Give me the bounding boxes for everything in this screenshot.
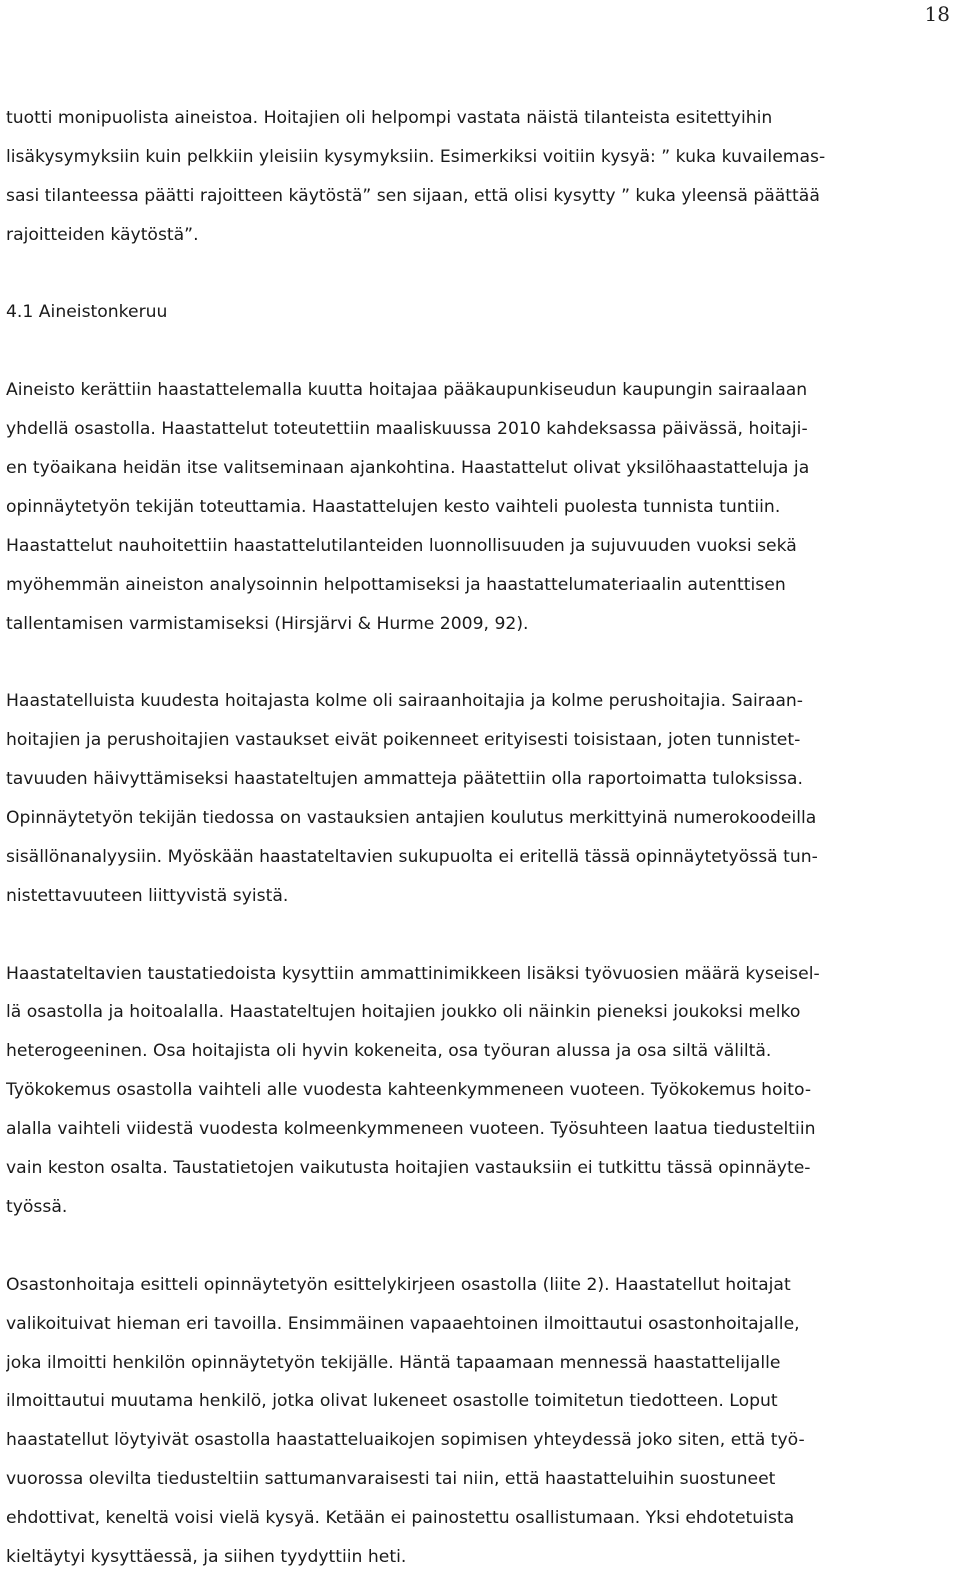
intro-paragraph [6,99,950,255]
text-line: rajoitteiden käytöstä”. [6,224,199,245]
text-line: ehdottivat, keneltä voisi vielä kysyä. Ketään ei painostettu osallistumaan. Yksi ehdotetuista [6,1508,795,1529]
text-line: lisäkysymyksiin kuin pelkkiin yleisiin kysymyksiin. Esimerkiksi voitiin kysyä: ” kuka kuvailemas- [6,146,826,167]
paragraph-selection [6,1266,950,1577]
text-line: sasi tilanteessa päätti rajoitteen käytöstä” sen sijaan, että olisi kysytty ” kuka yleensä päättää [6,185,820,206]
text-line: kieltäytyi kysyttäessä, ja siihen tyydyttiin heti. [6,1546,407,1567]
text-line: Haastattelut nauhoitettiin haastattelutilanteiden luonnollisuuden ja sujuvuuden vuoksi sekä [6,535,797,556]
section-heading: 4.1 Aineistonkeruu [6,302,168,323]
text-line: tuotti monipuolista aineistoa. Hoitajien oli helpompi vastata näistä tilanteista esitettyihin [6,108,773,128]
text-line: Haastateltavien taustatiedoista kysyttiin ammattinimikkeen lisäksi työvuosien määrä kyseisel- [6,963,820,984]
text-line: hoitajien ja perushoitajien vastaukset eivät poikenneet erityisesti toisistaan, joten tunnistet- [6,730,801,751]
text-line: työssä. [6,1196,68,1217]
text-line: alalla vaihteli viidestä vuodesta kolmeenkymmeneen vuoteen. Työsuhteen laatua tiedusteltiin [6,1119,816,1140]
text-line: sisällönanalyysiin. Myöskään haastateltavien sukupuolta ei eritellä tässä opinnäytetyössä tun- [6,846,818,867]
paragraph-gap [6,643,950,682]
paragraph-gap [6,332,950,371]
text-line: vuorossa olevilta tiedusteltiin sattumanvaraisesti tai niin, että haastatteluihin suostuneet [6,1469,776,1490]
text-line: opinnäytetyön tekijän toteuttamia. Haastattelujen kesto vaihteli puolesta tunnista tuntiin. [6,496,781,517]
text-line: haastatellut löytyivät osastolla haastatteluaikojen sopimisen yhteydessä joko siten, että työ- [6,1430,805,1451]
text-line: ilmoittautui muutama henkilö, jotka olivat lukeneet osastolle toimitetun tiedotteen. Loput [6,1391,778,1412]
text-line: myöhemmän aineiston analysoinnin helpottamiseksi ja haastattelumateriaalin autenttisen [6,574,786,595]
paragraph-background-info [6,955,950,1227]
text-line: vain keston osalta. Taustatietojen vaikutusta hoitajien vastauksiin ei tutkittu tässä opinnäyte- [6,1158,811,1179]
text-line: lä osastolla ja hoitoalalla. Haastateltujen hoitajien joukko oli näinkin pieneksi joukoksi melko [6,1002,801,1023]
paragraph-gap [6,1227,950,1266]
text-line: tavuuden häivyttämiseksi haastateltujen ammatteja päätettiin olla raportoimatta tuloksissa. [6,769,803,790]
page-number: 18 [924,2,950,26]
text-line: joka ilmoitti henkilön opinnäytetyön tekijälle. Häntä tapaamaan mennessä haastattelijalle [6,1352,781,1373]
text-line: Osastonhoitaja esitteli opinnäytetyön esittelykirjeen osastolla (liite 2). Haastatellut hoitajat [6,1274,791,1295]
paragraph-gap [6,255,950,294]
text-line: Työkokemus osastolla vaihteli alle vuodesta kahteenkymmeneen vuoteen. Työkokemus hoito- [6,1080,812,1101]
paragraph-gap [6,916,950,955]
text-line: nistettavuuteen liittyvistä syistä. [6,885,289,906]
text-line: Haastatelluista kuudesta hoitajasta kolme oli sairaanhoitajia ja kolme perushoitajia. Sairaan- [6,691,803,712]
text-line: Aineisto kerättiin haastattelemalla kuutta hoitajaa pääkaupunkiseudun kaupungin sairaalaan [6,380,808,401]
text-line: heterogeeninen. Osa hoitajista oli hyvin kokeneita, osa työuran alussa ja osa siltä väliltä. [6,1041,772,1062]
text-line: Opinnäytetyön tekijän tiedossa on vastauksien antajien koulutus merkittyinä numerokoodeilla [6,808,817,829]
paragraph-data-collection [6,371,950,643]
text-line: en työaikana heidän itse valitseminaan ajankohtina. Haastattelut olivat yksilöhaastatteluja ja [6,458,810,479]
text-line: valikoituivat hieman eri tavoilla. Ensimmäinen vapaaehtoinen ilmoittautui osastonhoitajalle, [6,1313,800,1334]
paragraph-interviewees [6,682,950,915]
text-line: tallentamisen varmistamiseksi (Hirsjärvi & Hurme 2009, 92). [6,613,529,634]
text-line: yhdellä osastolla. Haastattelut toteutettiin maaliskuussa 2010 kahdeksassa päivässä, hoitaji- [6,419,808,440]
document-body [6,99,950,1577]
